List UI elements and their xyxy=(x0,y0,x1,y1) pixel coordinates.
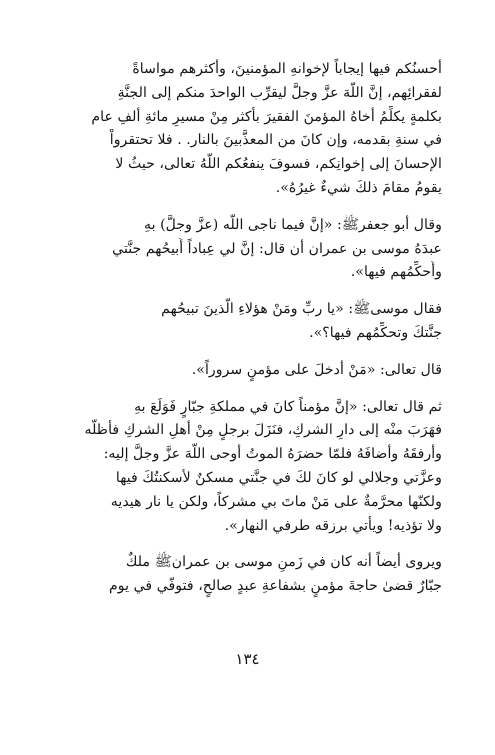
text-line: جنَّتكَ وتحكِّمُهم فيها؟». xyxy=(309,324,442,341)
text-line: فقال موسىﷺ: «يا ربِّ ومَنْ هؤلاءِ الّذينَ تبيحُهم xyxy=(161,301,442,318)
page-number: ١٣٤ xyxy=(235,650,260,668)
text-line: وقال أبو جعفرﷺ: «إنَّ فيما ناجى اللَّه (عزَّ وجلَّ) بهِ xyxy=(144,216,442,233)
text-line: فهَرَبَ منْه إلى دارِ الشركِ، فنَزَلَ برجلٍ مِنْ أهلِ الشركِ فأظلَّه xyxy=(84,422,442,439)
text-line: ويروى أيضاً أنه كان في زَمنِ موسى بن عمرانﷺ ملكٌ xyxy=(125,554,442,571)
text-line: لفقرائِهم، إنَّ اللَّهَ عزَّ وجلَّ ليقرِّب الواحدَ منكم إلى الجنَّةِ xyxy=(117,84,442,101)
text-line: الإحسانَ إلى إخوانِكم، فسوفَ ينفعُكم اللَّهُ تعالى، حيثُ لا xyxy=(115,156,442,173)
text-line: في سنةِ بقدمه، وإن كانَ من المعذَّبينَ بالنار. . فلا تحتقرواْ xyxy=(109,132,442,149)
text-line: أحسنُكم فيها إيجاباً لإخوانهِ المؤمنينَ، وأكثرهم مواساةً xyxy=(132,61,442,77)
text-line: عبدَهُ موسى بن عمران أن قال: إنَّ لي عِباداً أُبيحُهم جنَّتي xyxy=(112,240,442,257)
text-line: ولكنّها محرَّمةٌ على مَنْ ماتَ بي مشركاً، ولكن يا نار هيديه xyxy=(110,493,442,510)
text-line: قال تعالى: «مَنْ أدخلَ على مؤمنٍ سروراً». xyxy=(191,361,442,378)
paragraph xyxy=(70,551,442,599)
text-column xyxy=(70,58,442,599)
paragraph xyxy=(70,58,442,201)
text-line: يقومُ مقامَ ذلكَ شيءٌ غيرُهُ». xyxy=(275,179,442,196)
paragraph xyxy=(70,396,442,539)
text-line: ولا تؤذيه! ويأتي برزقه طرفي النهار». xyxy=(224,517,442,534)
text-line: وعزَّتي وجلالي لو كانَ لكَ في جنَّتي مسكنٌ لأسكنتُكَ فيها xyxy=(115,469,442,486)
paragraph xyxy=(70,298,442,346)
text-line: وأُحكِّمُهم فيها». xyxy=(350,264,442,281)
paragraph xyxy=(70,359,442,383)
text-line: وأرفقَهُ وأضافَهُ فلمّا حضرَهُ الموتُ أوحى اللَّهَ عزَّ وجلَّ إليه: xyxy=(103,446,442,463)
text-line: بكلمةٍ يكلِّمُ أخاهُ المؤمنَ الفقيرَ بأكثر مِنْ مسيرِ مائةِ ألفِ عام xyxy=(91,108,442,125)
paragraph xyxy=(70,214,442,285)
text-line: ثم قال تعالى: «إنَّ مؤمناً كانَ في مملكةِ جبّارٍ فَوَلَعَ بهِ xyxy=(134,398,442,415)
text-line: جبّارٌ قضىٰ حاجةَ مؤمنٍ بشفاعةِ عبدٍ صالحٍ، فتوفّي في يوم xyxy=(109,578,442,595)
